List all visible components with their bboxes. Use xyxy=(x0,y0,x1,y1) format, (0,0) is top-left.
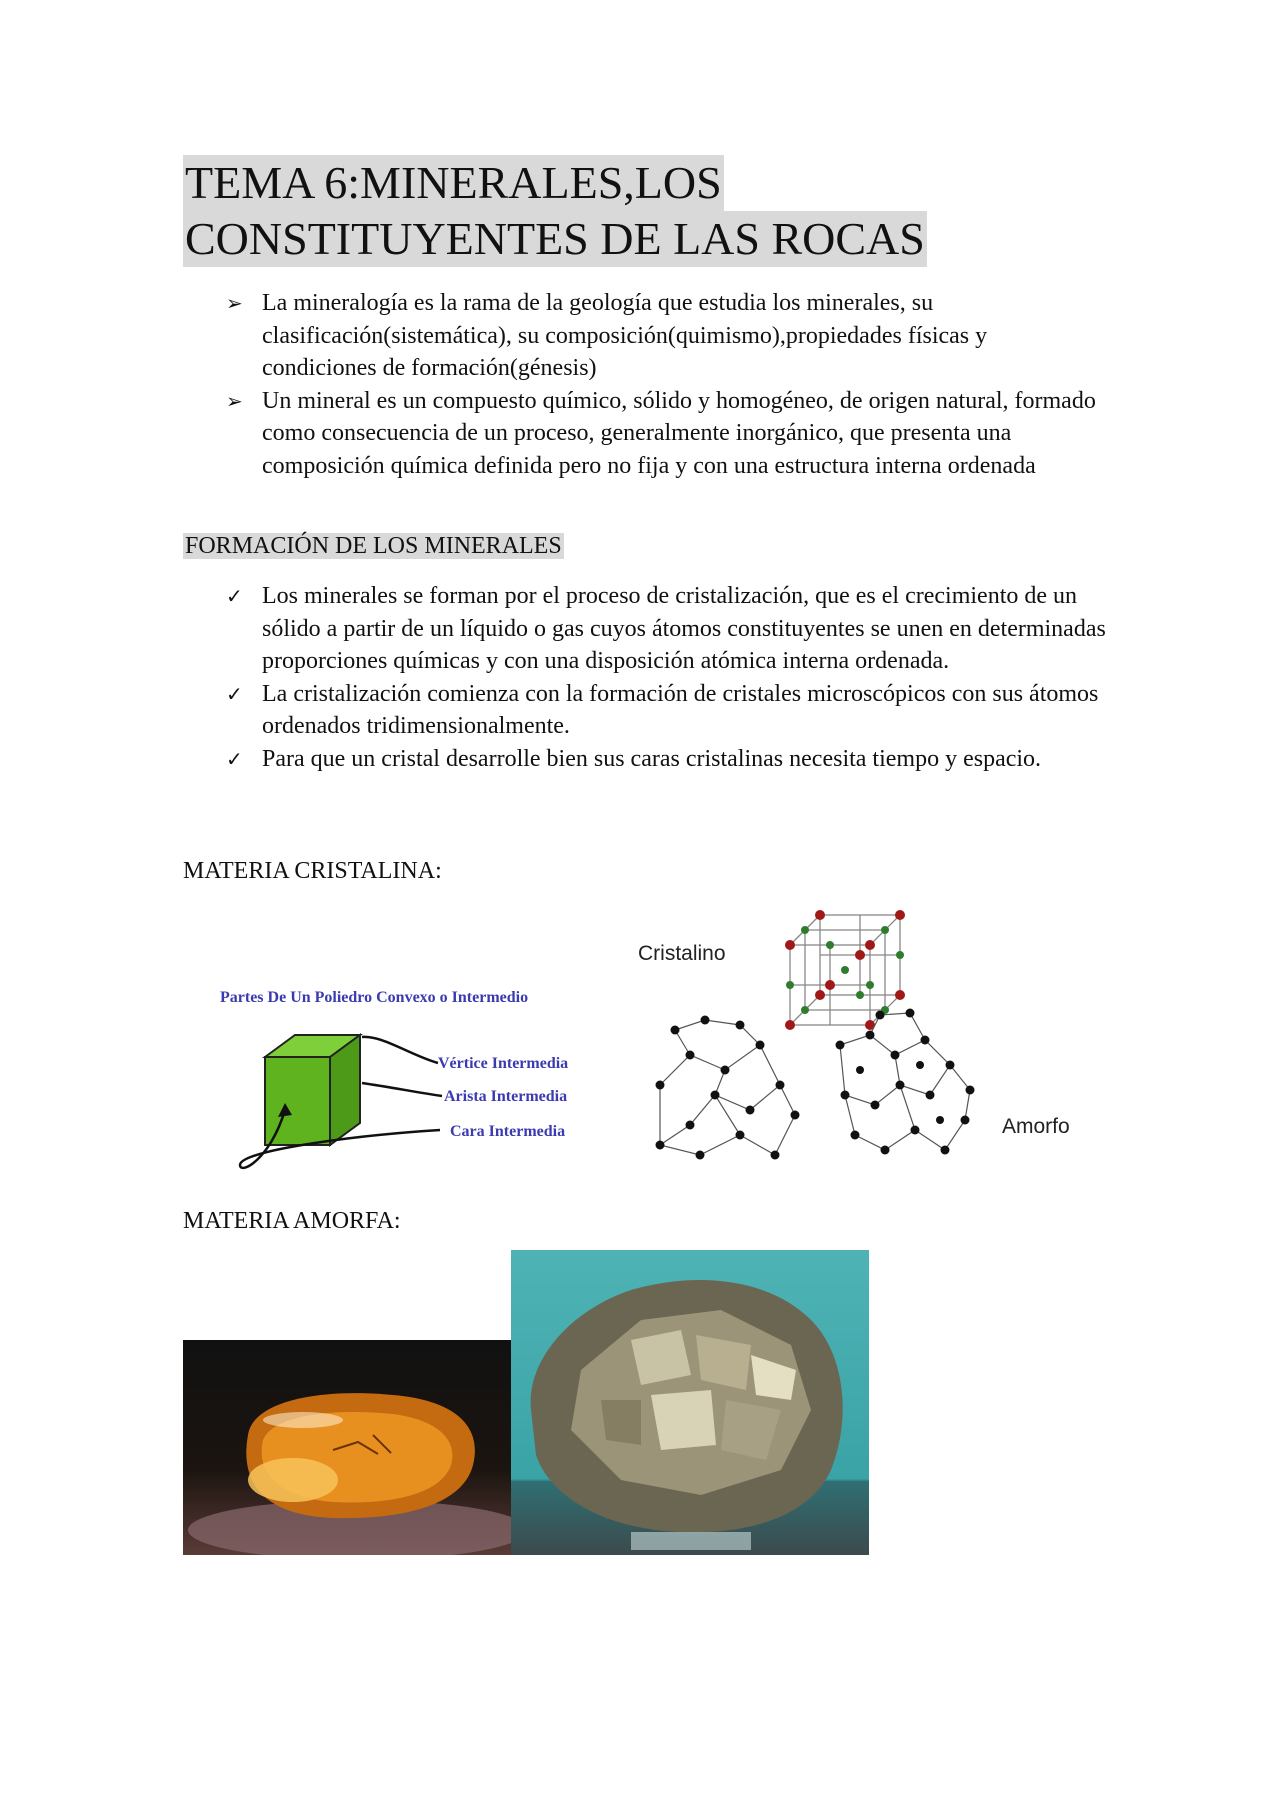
pyrite-illustration xyxy=(511,1250,869,1555)
check-icon: ✓ xyxy=(226,681,243,706)
formacion-heading-text: FORMACIÓN DE LOS MINERALES xyxy=(185,533,562,559)
vertice-label: Vértice Intermedia xyxy=(438,1055,569,1072)
cara-label: Cara Intermedia xyxy=(450,1123,566,1140)
amorphous-atoms-left xyxy=(656,1016,800,1160)
bullet-text: La mineralogía es la rama de la geología que estudia los minerales, su clasificación(sistemática), su composición(quimismo),propiedades físicas y condiciones de formación(génesis) xyxy=(262,290,988,381)
list-item xyxy=(226,580,1106,678)
title-line-2: CONSTITUYENTES DE LAS ROCAS xyxy=(183,211,927,267)
formacion-list xyxy=(226,580,1106,775)
pyrite-photo xyxy=(511,1250,869,1555)
cristalino-label: Cristalino xyxy=(638,942,726,965)
title-line-1: TEMA 6:MINERALES,LOS xyxy=(183,155,724,211)
bullet-text: Un mineral es un compuesto químico, sólido y homogéneo, de origen natural, formado como consecuencia de un proceso, generalmente inorgánico, que presenta una composición química definida pero no fija y con una estructura interna ordenada xyxy=(262,387,1096,479)
arista-label: Arista Intermedia xyxy=(444,1088,568,1105)
bullet-text: La cristalización comienza con la formación de cristales microscópicos con sus átomos ordenados tridimensionalmente. xyxy=(262,680,1099,739)
arrow-bullet-icon: ➢ xyxy=(226,291,243,315)
amorfo-label: Amorfo xyxy=(1002,1115,1070,1138)
amorphous-network-right xyxy=(840,1013,970,1150)
arista-arrow xyxy=(362,1083,442,1096)
arrow-bullet-icon: ➢ xyxy=(226,388,243,413)
materia-cristalina-heading: MATERIA CRISTALINA: xyxy=(183,858,442,884)
check-icon: ✓ xyxy=(226,746,243,771)
estructura-diagram xyxy=(630,895,1090,1185)
amber-photo xyxy=(183,1340,511,1555)
list-item xyxy=(226,678,1106,743)
lattice-atoms xyxy=(785,910,905,1030)
amorphous-network-left xyxy=(660,1020,795,1155)
list-item xyxy=(226,287,1106,385)
materia-amorfa-heading: MATERIA AMORFA: xyxy=(183,1208,401,1234)
vertice-arrow xyxy=(362,1037,438,1063)
intro-bullet-list xyxy=(226,287,1106,482)
check-icon: ✓ xyxy=(226,584,243,608)
poliedro-title: Partes De Un Poliedro Convexo o Intermedio xyxy=(220,989,529,1006)
list-item xyxy=(226,385,1106,483)
poliedro-diagram xyxy=(210,975,610,1180)
bullet-text: Los minerales se forman por el proceso de cristalización, que es el crecimiento de un sólido a partir de un líquido o gas cuyos átomos constituyentes se unen en determinadas proporciones químicas y con una disposición atómica interna ordenada. xyxy=(262,583,1106,674)
list-item xyxy=(226,743,1106,776)
bullet-text: Para que un cristal desarrolle bien sus caras cristalinas necesita tiempo y espacio. xyxy=(262,745,1042,772)
amorphous-atoms-right xyxy=(836,1009,975,1155)
cube-front-face xyxy=(265,1057,330,1145)
formacion-heading xyxy=(183,530,564,562)
amber-illustration xyxy=(183,1340,511,1555)
